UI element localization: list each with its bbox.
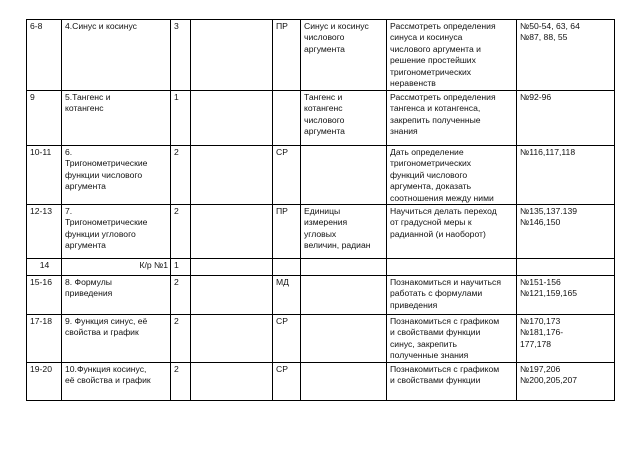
concepts-cell-line: Тангенс и [304,92,343,102]
concepts-cell-line: Синус и косинус [304,21,369,31]
empty-cell [191,20,273,91]
concepts-cell-line: аргумента [304,126,345,137]
lesson-type-cell [273,146,301,205]
table-row [27,20,615,91]
topic-cell-line: аргумента [65,240,106,251]
hours-cell [171,315,191,363]
lesson-type-cell-text: ПР [276,21,288,31]
lesson-number-cell-text: 17-18 [30,316,52,327]
topic-cell-line: аргумента [65,181,106,192]
hours-cell-text: 1 [174,92,179,102]
hours-cell [171,91,191,146]
concepts-cell [301,362,387,400]
activities-cell [387,362,517,400]
topic-cell-line: Тригонометрические [65,158,148,169]
hours-cell [171,205,191,259]
activities-cell-line: тангенса и котангенса, [390,103,481,114]
tasks-cell [517,146,615,205]
activities-cell-line: функций числового [390,169,468,180]
lesson-number-cell [27,362,62,400]
tasks-cell [517,315,615,363]
activities-cell-line: закрепить полученные [390,114,481,125]
activities-cell-line: Познакомиться с графиком [390,363,500,374]
topic-cell-line: приведения [65,288,113,299]
lesson-number-cell [27,20,62,91]
topic-cell-line: 9. Функция синус, её [65,316,148,327]
lesson-type-cell [273,362,301,400]
tasks-cell-line: №200,205,207 [520,375,578,386]
topic-cell [62,146,171,205]
topic-cell-line: 6. [65,147,73,157]
empty-cell [191,276,273,315]
hours-cell [171,276,191,315]
lesson-type-cell-text: СР [276,363,288,374]
tasks-cell [517,20,615,91]
lesson-number-cell [27,91,62,146]
tasks-cell [517,259,615,276]
lesson-number-cell [27,146,62,205]
lesson-plan-table [26,19,615,401]
lesson-number-cell [27,205,62,259]
lesson-type-cell [273,205,301,259]
hours-cell [171,259,191,276]
tasks-cell-line: №151-156 [520,277,561,288]
concepts-cell [301,91,387,146]
table-row [27,315,615,363]
lesson-type-cell-text: ПР [276,206,288,217]
activities-cell [387,146,517,205]
topic-cell-line: 10.Функция косинус, [65,363,147,374]
topic-cell-line: котангенс [65,103,104,114]
topic-cell-line: 8. Формулы [65,277,112,288]
activities-cell-line: Рассмотреть определения [390,92,496,102]
tasks-cell [517,362,615,400]
tasks-cell-line: №146,150 [520,217,561,228]
topic-cell [62,315,171,363]
table-row [27,146,615,205]
activities-cell [387,91,517,146]
activities-cell-line: Рассмотреть определения [390,21,496,31]
activities-cell-line: Познакомиться и научиться [390,277,501,288]
topic-cell-line: 5.Тангенс и [65,92,111,102]
tasks-cell-line: №87, 88, 55 [520,32,568,43]
activities-cell [387,315,517,363]
topic-cell-line: её свойства и график [65,375,151,386]
activities-cell [387,259,517,276]
activities-cell-line: синус, закрепить [390,338,458,349]
activities-cell-line: аргумента, доказать [390,181,472,192]
hours-cell-text: 2 [174,363,179,374]
lesson-number-cell [27,276,62,315]
empty-cell [191,362,273,400]
concepts-cell-line: Единицы [304,206,341,217]
tasks-cell-line: №50-54, 63, 64 [520,21,580,31]
lesson-number-cell-text: 12-13 [30,206,52,217]
concepts-cell [301,205,387,259]
topic-cell [62,205,171,259]
lesson-number-cell-text: 6-8 [30,21,43,31]
tasks-cell-line: №135,137.139 [520,206,578,217]
activities-cell-line: от градусной меры к [390,217,472,228]
activities-cell-line: Научиться делать переход [390,206,497,217]
activities-cell-line: тригонометрических [390,158,472,169]
activities-cell-line: числового аргумента и [390,43,481,54]
activities-cell-line: Дать определение [390,147,464,157]
topic-cell-line: функции числового [65,169,143,180]
concepts-cell [301,276,387,315]
tasks-cell [517,91,615,146]
table-row [27,205,615,259]
empty-cell [191,259,273,276]
topic-cell-line: 4.Синус и косинус [65,21,137,31]
concepts-cell-line: величин, радиан [304,240,371,251]
hours-cell-text: 3 [174,21,179,31]
lesson-type-cell-text: СР [276,316,288,327]
empty-cell [191,146,273,205]
topic-cell [62,362,171,400]
tasks-cell-line: 177,178 [520,338,552,349]
activities-cell-line: приведения [390,299,438,310]
topic-cell [62,276,171,315]
activities-cell-line: решение простейших [390,55,476,66]
table-body [27,20,615,401]
concepts-cell-line: числового [304,32,345,43]
hours-cell-text: 2 [174,206,179,217]
concepts-cell [301,146,387,205]
concepts-cell [301,259,387,276]
activities-cell-line: работать с формулами [390,288,483,299]
concepts-cell-line: аргумента [304,43,345,54]
topic-cell-line: К/р №1 [139,260,168,271]
concepts-cell-line: угловых [304,228,337,239]
activities-cell-line: знания [390,126,418,137]
tasks-cell-line: №181,176- [520,327,564,338]
topic-cell [62,91,171,146]
empty-cell [191,91,273,146]
topic-cell-line: свойства и график [65,327,139,338]
activities-cell-line: полученные знания [390,350,469,361]
lesson-type-cell-text: МД [276,277,289,288]
lesson-number-cell [27,315,62,363]
activities-cell [387,20,517,91]
topic-cell-line: Тригонометрические [65,217,148,228]
table-row [27,276,615,315]
tasks-cell-line: №170,173 [520,316,561,327]
activities-cell [387,205,517,259]
lesson-number-cell-text: 10-11 [30,147,52,157]
activities-cell-line: радианной (и наоборот) [390,228,486,239]
activities-cell-line: соотношения между ними [390,192,494,203]
empty-cell [191,315,273,363]
concepts-cell-line: котангенс [304,103,343,114]
lesson-type-cell [273,276,301,315]
hours-cell [171,362,191,400]
lesson-type-cell [273,91,301,146]
lesson-number-cell-text: 9 [30,92,35,102]
activities-cell-line: синуса и косинуса [390,32,463,43]
concepts-cell [301,315,387,363]
lesson-type-cell [273,20,301,91]
table-row [27,91,615,146]
lesson-number-cell-text: 14 [39,260,50,271]
activities-cell-line: и свойствами функции [390,375,481,386]
topic-cell-line: 7. [65,206,73,217]
hours-cell [171,146,191,205]
tasks-cell-line: №121,159,165 [520,288,578,299]
tasks-cell-line: №92-96 [520,92,552,102]
tasks-cell [517,276,615,315]
activities-cell [387,276,517,315]
tasks-cell-line: №116,117,118 [520,147,576,157]
tasks-cell [517,205,615,259]
hours-cell-text: 1 [174,260,179,271]
hours-cell-text: 2 [174,147,179,157]
table-row [27,362,615,400]
lesson-type-cell [273,315,301,363]
concepts-cell-line: числового [304,114,345,125]
tasks-cell-line: №197,206 [520,363,561,374]
empty-cell [191,205,273,259]
activities-cell-line: Познакомиться с графиком [390,316,500,327]
hours-cell-text: 2 [174,316,179,327]
topic-cell [62,20,171,91]
activities-cell-line: тригонометрических [390,66,472,77]
lesson-number-cell-text: 15-16 [30,277,52,288]
activities-cell-line: и свойствами функции [390,327,481,338]
concepts-cell [301,20,387,91]
concepts-cell-line: измерения [304,217,348,228]
lesson-type-cell-text: СР [276,147,288,157]
table-row [27,259,615,276]
activities-cell-line: неравенств [390,78,436,89]
topic-cell-line: функции углового [65,228,136,239]
lesson-type-cell [273,259,301,276]
lesson-number-cell-text: 19-20 [30,363,52,374]
hours-cell-text: 2 [174,277,179,288]
hours-cell [171,20,191,91]
topic-cell [62,259,171,276]
lesson-number-cell [27,259,62,276]
